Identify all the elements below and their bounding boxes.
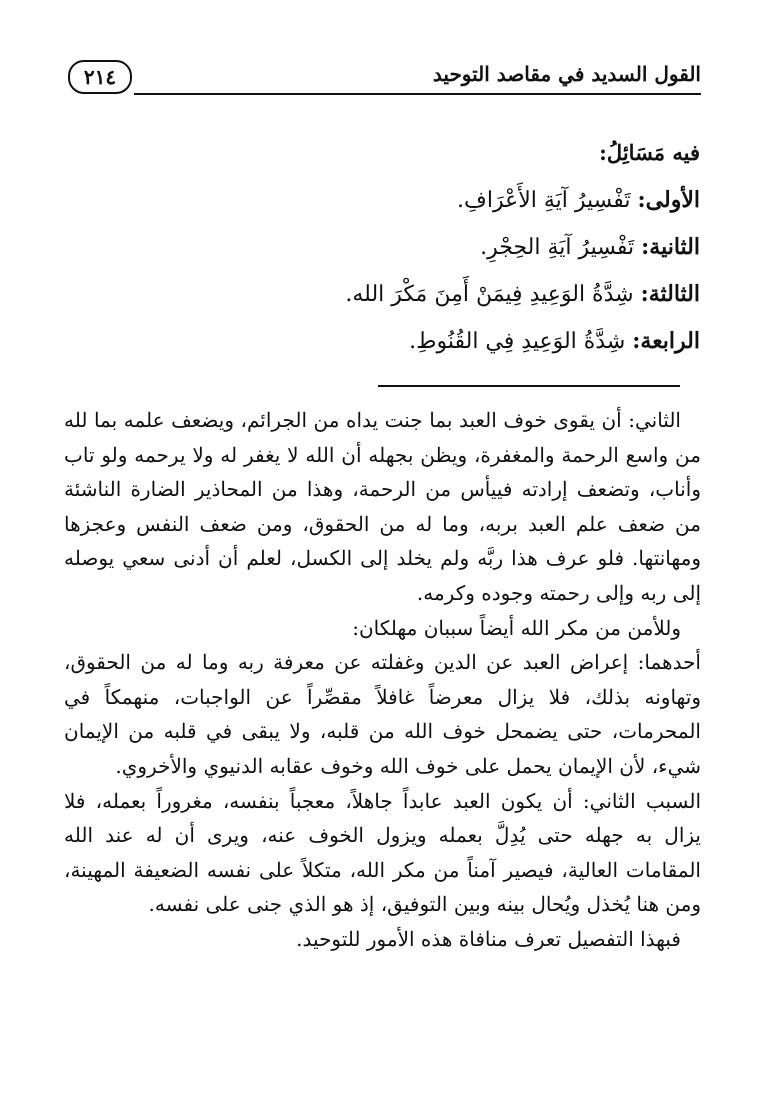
issue-item bbox=[80, 318, 700, 365]
issues-section bbox=[80, 140, 700, 365]
issue-label: الثالثة: bbox=[640, 281, 700, 307]
header-rule bbox=[134, 93, 701, 95]
issue-item bbox=[80, 271, 700, 318]
paragraph: وللأمن من مكر الله أيضاً سببان مهلكان: bbox=[352, 615, 681, 640]
issue-text: شِدَّةُ الوَعِيدِ فِيمَنْ أَمِنَ مَكْرَ الله. bbox=[345, 282, 634, 307]
issue-item bbox=[80, 224, 700, 271]
issue-label: الرابعة: bbox=[632, 328, 700, 354]
issues-heading: فيه مَسَائِلُ: bbox=[599, 140, 700, 165]
running-title: القول السديد في مقاصد التوحيد bbox=[432, 62, 701, 86]
issue-item bbox=[80, 177, 700, 224]
section-divider bbox=[378, 385, 680, 387]
page-header bbox=[68, 58, 701, 98]
page-number: ٢١٤ bbox=[68, 60, 132, 94]
paragraph: السبب الثاني: أن يكون العبد عابداً جاهلاً، معجباً بنفسه، مغروراً بعمله، فلا يزال به جهله حتى يُدِلَّ بعمله ويزول الخوف عنه، ويرى أن له عند الله المقامات العالية، فيصير آمناً من مكر الله، متكلاً على نفسه الضعيفة المهينة، ومن هنا يُخذل ويُحال بينه وبين التوفيق، إذ هو الذي جنى على نفسه. bbox=[64, 788, 701, 917]
paragraph: أحدهما: إعراض العبد عن الدين وغفلته عن معرفة ربه وما له من الحقوق، وتهاونه بذلك، فلا يزال معرضاً غافلاً مقصِّراً عن الواجبات، منهمكاً في المحرمات، حتى يضمحل خوف الله من قلبه، ولا يبقى في قلبه من الإيمان شيء، لأن الإيمان يحمل على خوف الله وخوف عقابه الدنيوي والأخروي. bbox=[64, 650, 701, 778]
paragraph: فبهذا التفصيل تعرف منافاة هذه الأمور للتوحيد. bbox=[296, 926, 681, 951]
paragraph: الثاني: أن يقوى خوف العبد بما جنت يداه من الجرائم، ويضعف علمه بما لله من واسع الرحمة والمغفرة، ويظن بجهله أن الله لا يغفر له ولا يرحمه ولو تاب وأناب، وتضعف إرادته فييأس من الرحمة، وهذا من المحاذير الضارة الناشئة من ضعف علم العبد بربه، وما له من الحقوق، ومن ضعف النفس وعجزها ومهانتها. فلو عرف هذا ربَّه ولم يخلد إلى الكسل، لعلم أن أدنى سعي يوصله إلى ربه وإلى رحمته وجوده وكرمه. bbox=[64, 408, 701, 605]
main-text bbox=[64, 403, 701, 957]
issue-text: تَفْسِيرُ آيَةِ الحِجْرِ. bbox=[480, 235, 635, 260]
issue-label: الأولى: bbox=[637, 187, 700, 213]
issue-label: الثانية: bbox=[641, 234, 700, 260]
issue-text: تَفْسِيرُ آيَةِ الأَعْرَافِ. bbox=[457, 188, 631, 213]
issue-text: شِدَّةُ الوَعِيدِ فِي القُنُوطِ. bbox=[409, 329, 626, 354]
